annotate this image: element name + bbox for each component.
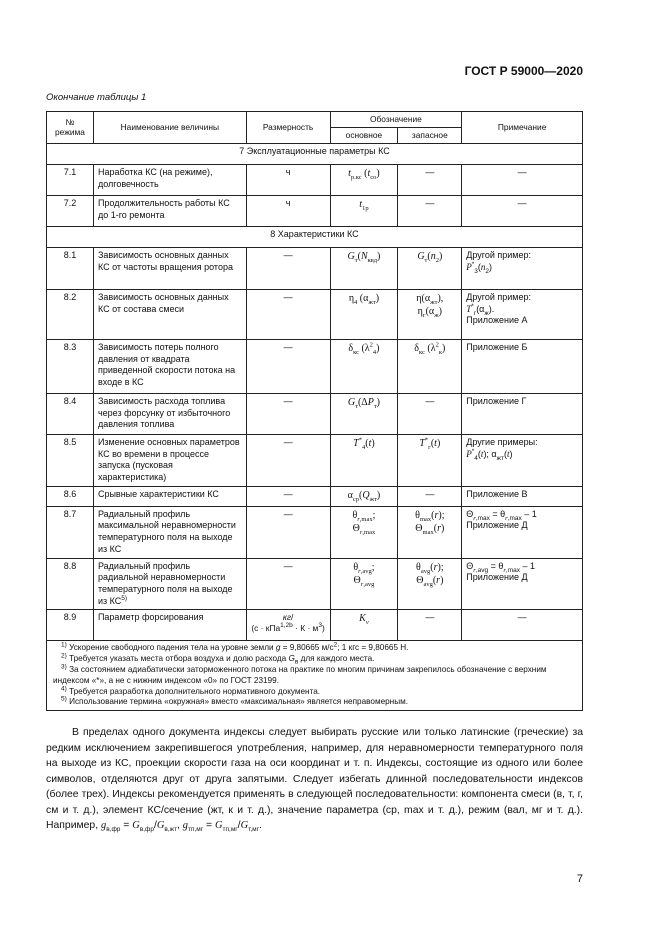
col-main-header: основное	[330, 127, 398, 143]
row-note: Приложение В	[462, 486, 583, 506]
row-num: 8.4	[47, 393, 94, 434]
row-note: —	[462, 195, 583, 226]
col-num-header: № режима	[47, 112, 94, 144]
row-name: Зависимость основных данных КС от состава смеси	[93, 289, 246, 339]
row-num: 8.6	[47, 486, 94, 506]
row-symbol-alt: —	[398, 164, 462, 195]
row-unit: —	[246, 247, 330, 289]
table-row	[47, 164, 583, 195]
section-7-title: 7 Эксплуатационные параметры КС	[47, 143, 583, 164]
row-name: Наработка КС (на режиме), долговечность	[93, 164, 246, 195]
table-row	[47, 247, 583, 289]
row-symbol-main: $G_т(\Delta P_т)$	[330, 393, 398, 434]
col-note-header: Примечание	[462, 112, 583, 144]
row-symbol-alt: —	[398, 610, 462, 641]
footnote-3-text: За состоянием адиабатически заторможенного потока на практике по многим причинам закрепилось обозначение с верхним индексом «*», а не с нижним индексом «0» по ГОСТ 23199.	[53, 665, 547, 685]
row-unit: ч	[246, 164, 330, 195]
row-name: Продолжительность работы КС до 1-го ремонта	[93, 195, 246, 226]
table-footnotes	[47, 641, 583, 711]
footnote-1-value: = 9,80665 м/с	[282, 643, 334, 653]
row-symbol-main: $G_т(N_{квд})$	[330, 247, 398, 289]
row-unit: —	[246, 558, 330, 610]
table-row	[47, 195, 583, 226]
col-alt-header: запасное	[398, 127, 462, 143]
table-row	[47, 393, 583, 434]
row-symbol-alt: $G_т(n_2)$	[398, 247, 462, 289]
footnote-4-text: Требуется разработка дополнительного нормативного документа.	[69, 686, 321, 696]
paragraph-text: В пределах одного документа индексы следует выбирать русские или только латинские (греческие) за редким исключением закрепившегося употребления, например, для неравномерности температурного поля на выходе из КС, проекции скорости газа на оси координат и т. п. Индексы, состоящие из одного или более символов, отделяются друг от друга запятыми. Следует избегать длинной последовательности индексов (более трех). Индексы рекомендуется применять в следующей последовательности: компонента смеси (в, т, г, см и т. д.), элемент КС/сечение (жт, к и т. д.), значение параметра (ср, max и т. д.), режим (вал, мг и т. д.). Например,	[46, 727, 583, 831]
footnote-3: $^{3)}$ За состоянием адиабатически заторможенного потока на практике по многим причинам закрепилось обозначение с верхним индексом «*», а не с нижним индексом «0» по ГОСТ 23199.	[53, 663, 547, 685]
row-unit: —	[246, 393, 330, 434]
row-symbol-alt: —	[398, 486, 462, 506]
table-caption: Окончание таблицы 1	[46, 92, 147, 103]
body-paragraph: В пределах одного документа индексы следует выбирать русские или только латинские (греческие) за редким исключением закрепившегося употребления, например, для неравномерности температурного поля на выходе из КС, проекции скорости газа на оси координат и т. п. Индексы, состоящие из одного или более символов, отделяются друг от друга запятыми. Следует избегать длинной последовательности индексов (более трех). Индексы рекомендуется применять в следующей последовательности: компонента смеси (в, т, г, см и т. д.), элемент КС/сечение (жт, к и т. д.), значение параметра (ср, max и т. д.), режим (вал, мг и т. д.). Например, $g_{в,фр} = G_{в,фр}/G_{в,жт}$, $g_{тп,мг} = G_{тп,мг}/G_{т,мг}$.	[46, 727, 583, 834]
row-symbol-main: $K_v$	[330, 610, 398, 641]
table-row	[47, 339, 583, 393]
row-note-text: Другой пример:	[466, 291, 531, 302]
row-unit: ч	[246, 195, 330, 226]
row-symbol-main: $\alpha_{ср}(Q_{жт})$	[330, 486, 398, 506]
row-num: 8.5	[47, 434, 94, 486]
footnote-2: $^{2)}$ Требуется указать места отбора воздуха и долю расхода $G_в$ для каждого места.	[61, 652, 375, 666]
row-num: 8.8	[47, 558, 94, 610]
section-8-title: 8 Характеристики КС	[47, 226, 583, 247]
row-symbol-alt: $T^*_г(t)$	[398, 434, 462, 486]
row-name: Зависимость расхода топлива через форсунку от избыточного давления топлива	[93, 393, 246, 434]
row-note: Другой пример: $T^*_г(\alpha_ж)$. Приложение А	[462, 289, 583, 339]
table-row	[47, 289, 583, 339]
row-unit: —	[246, 506, 330, 558]
row-note: —	[462, 610, 583, 641]
footnote-1: $^{1)}$ Ускорение свободного падения тела на уровне земли g = 9,80665 $м/с^2$; 1 кгс = 9,80665 Н.	[61, 641, 409, 653]
row-name	[93, 558, 246, 610]
row-unit: кг/ $(с \cdot кПа^{1,2b} \cdot К \cdot м^3)$	[246, 610, 330, 641]
row-num: 7.2	[47, 195, 94, 226]
row-name: Срывные характеристики КС	[93, 486, 246, 506]
col-unit-header: Размерность	[246, 112, 330, 144]
row-note: Приложение Б	[462, 339, 583, 393]
row-symbol-main: $\delta_{кс}$ $(\lambda^2_4)$	[330, 339, 398, 393]
row-num: 8.3	[47, 339, 94, 393]
row-note: Другие примеры: $P^*_4(t)$; $\alpha_{жт}(t)$	[462, 434, 583, 486]
parameters-table	[46, 111, 583, 711]
row-name-text: Радиальный профиль радиальной неравномерности температурного поля на выходе из КС	[97, 560, 233, 606]
row-symbol-alt: $\delta_{кс}$ $(\lambda^2_к)$	[398, 339, 462, 393]
row-name: Изменение основных параметров КС во времени в процессе запуска (пусковая характеристика)	[93, 434, 246, 486]
row-symbol-main: $t_{р.кс}$ $(t_{со})$	[330, 164, 398, 195]
row-num: 8.2	[47, 289, 94, 339]
row-symbol-alt: $\theta_{max}(r)$; $\Theta_{max}(r)$	[398, 506, 462, 558]
row-note-text: Другие примеры:	[466, 436, 538, 447]
row-name: Радиальный профиль максимальной неравномерности температурного поля на выходе из КС	[93, 506, 246, 558]
row-name: Параметр форсирования	[93, 610, 246, 641]
row-symbol-alt: —	[398, 195, 462, 226]
row-note-appendix: Приложение Д	[466, 572, 528, 583]
row-symbol-alt: $\theta_{avg}(r)$; $\Theta_{avg}(r)$	[398, 558, 462, 610]
row-num: 7.1	[47, 164, 94, 195]
row-unit: —	[246, 289, 330, 339]
row-name: Зависимость потерь полного давления от квадрата приведенной скорости потока на входе в КС	[93, 339, 246, 393]
footnote-2-text: Требуется указать места отбора воздуха и долю расхода	[69, 654, 287, 664]
row-symbol-main: $\theta_{r,max}$; $\Theta_{r,max}$	[330, 506, 398, 558]
row-num: 8.7	[47, 506, 94, 558]
row-note: Приложение Г	[462, 393, 583, 434]
col-designation-header: Обозначение	[330, 112, 462, 128]
page-number: 7	[576, 873, 583, 885]
table-row	[47, 558, 583, 610]
table-row	[47, 610, 583, 641]
table-row	[47, 486, 583, 506]
row-note: $\Theta_{r,avg} = \theta_{r,max} - 1$ Приложение Д	[462, 558, 583, 610]
row-symbol-alt: $\eta(\alpha_{жт})$, $\eta_г(\alpha_ж)$	[398, 289, 462, 339]
row-note: Другой пример: $P^*_3(n_2)$	[462, 247, 583, 289]
row-note: —	[462, 164, 583, 195]
footnote-5-text: Использование термина «окружная» вместо «максимальная» является неправомерным.	[69, 697, 408, 707]
footnote-4: $^{4)}$ Требуется разработка дополнительного нормативного документа.	[61, 684, 321, 696]
row-symbol-main: $\eta_4$ $(\alpha_{жт})$	[330, 289, 398, 339]
row-symbol-alt: —	[398, 393, 462, 434]
footnote-1-text: Ускорение свободного падения тела на уровне земли	[69, 643, 274, 653]
row-symbol-main: $t_{1р}$	[330, 195, 398, 226]
table-row	[47, 434, 583, 486]
row-name: Зависимость основных данных КС от частоты вращения ротора	[93, 247, 246, 289]
table-row	[47, 506, 583, 558]
footnote-2-tail: для каждого места.	[300, 654, 375, 664]
row-symbol-main: $T^*_4(t)$	[330, 434, 398, 486]
row-note-appendix: Приложение Д	[466, 520, 528, 531]
col-name-header: Наименование величины	[93, 112, 246, 144]
footnote-ref: 5)	[121, 594, 128, 602]
row-symbol-main: $\theta_{r,avg}$; $\Theta_{r,avg}$	[330, 558, 398, 610]
footnote-5: $^{5)}$ Использование термина «окружная» вместо «максимальная» является неправомерным.	[61, 695, 408, 707]
row-note-appendix: Приложение А	[466, 315, 528, 326]
footnote-1-tail: ; 1 кгс = 9,80665 Н.	[337, 643, 409, 653]
document-id: ГОСТ Р 59000—2020	[464, 64, 583, 78]
row-unit: —	[246, 434, 330, 486]
row-num: 8.9	[47, 610, 94, 641]
row-note: $\Theta_{r,max} = \theta_{r,max} - 1$ Приложение Д	[462, 506, 583, 558]
row-num: 8.1	[47, 247, 94, 289]
row-note-text: Другой пример:	[466, 249, 531, 260]
row-unit: —	[246, 339, 330, 393]
row-unit: —	[246, 486, 330, 506]
